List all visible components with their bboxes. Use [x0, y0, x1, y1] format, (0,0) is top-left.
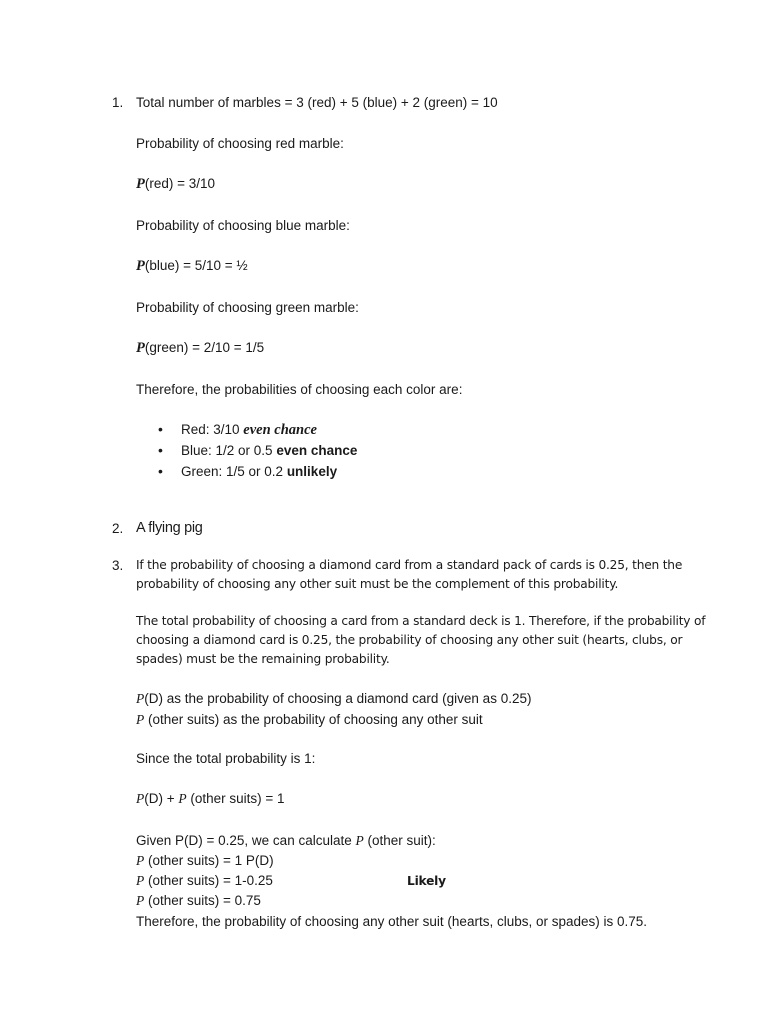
- tag-even-chance: even chance: [276, 443, 358, 458]
- green-heading: Probability of choosing green marble:: [136, 300, 359, 315]
- q1-number: 1.: [112, 95, 124, 110]
- red-heading: Probability of choosing red marble:: [136, 136, 344, 151]
- bullet-icon: •: [158, 463, 163, 479]
- calc-line-2: P (other suits) = 1-0.25: [136, 873, 273, 888]
- definition-p-other: P (other suits) as the probability of choosing any other suit: [136, 712, 483, 727]
- p-symbol: P: [136, 853, 145, 868]
- p-symbol: P: [136, 258, 145, 274]
- p-symbol: P: [136, 176, 145, 192]
- definition-pd: P(D) as the probability of choosing a diamond card (given as 0.25): [136, 691, 532, 706]
- bullet-icon: •: [158, 421, 163, 437]
- tag-unlikely: unlikely: [286, 464, 338, 479]
- list-item-red: Red: 3/10 even chance: [181, 422, 317, 438]
- p-symbol: P: [136, 791, 145, 806]
- p-symbol: P: [136, 340, 145, 356]
- calc-line-1: P (other suits) = 1 P(D): [136, 853, 274, 868]
- given-line: Given P(D) = 0.25, we can calculate P (other suit):: [136, 833, 436, 848]
- q1-total-line: Total number of marbles = 3 (red) + 5 (blue) + 2 (green) = 10: [136, 95, 498, 110]
- therefore-line: Therefore, the probabilities of choosing each color are:: [136, 382, 463, 397]
- p-symbol: P: [136, 691, 145, 706]
- since-line: Since the total probability is 1:: [136, 751, 316, 766]
- tag-even-chance: even chance: [243, 422, 317, 438]
- conclusion-line: Therefore, the probability of choosing any other suit (hearts, clubs, or spades) is 0.75.: [136, 914, 648, 929]
- p-symbol: P: [178, 791, 187, 806]
- bullet-icon: •: [158, 442, 163, 458]
- q2-answer: A flying pig: [136, 520, 203, 536]
- list-item-green: Green: 1/5 or 0.2 unlikely: [181, 464, 338, 479]
- p-symbol: P: [136, 873, 145, 888]
- q3-para2-line2: choosing a diamond card is 0.25, the probability of choosing any other suit (hearts, clubs, or: [136, 633, 683, 647]
- q3-para2-line3: spades) must be the remaining probability.: [136, 652, 390, 666]
- list-item-blue: Blue: 1/2 or 0.5 even chance: [181, 443, 358, 458]
- q3-para1-line1: If the probability of choosing a diamond card from a standard pack of cards is 0.25, then the: [136, 558, 683, 572]
- q3-number: 3.: [112, 558, 124, 573]
- red-equation: P(red) = 3/10: [136, 176, 216, 192]
- calc-line-3: P (other suits) = 0.75: [136, 893, 261, 908]
- blue-equation: P(blue) = 5/10 = ½: [136, 258, 248, 274]
- q3-para2-line1: The total probability of choosing a card from a standard deck is 1. Therefore, if the probability of: [136, 614, 706, 628]
- q3-para1-line2: probability of choosing any other suit must be the complement of this probability.: [136, 577, 619, 591]
- sum-equation: P(D) + P (other suits) = 1: [136, 791, 285, 806]
- p-symbol: P: [136, 893, 145, 908]
- q2-number: 2.: [112, 521, 124, 536]
- likely-label: Likely: [407, 874, 446, 888]
- p-symbol: P: [355, 833, 364, 848]
- green-equation: P(green) = 2/10 = 1/5: [136, 340, 265, 356]
- blue-heading: Probability of choosing blue marble:: [136, 218, 350, 233]
- p-symbol: P: [136, 712, 145, 727]
